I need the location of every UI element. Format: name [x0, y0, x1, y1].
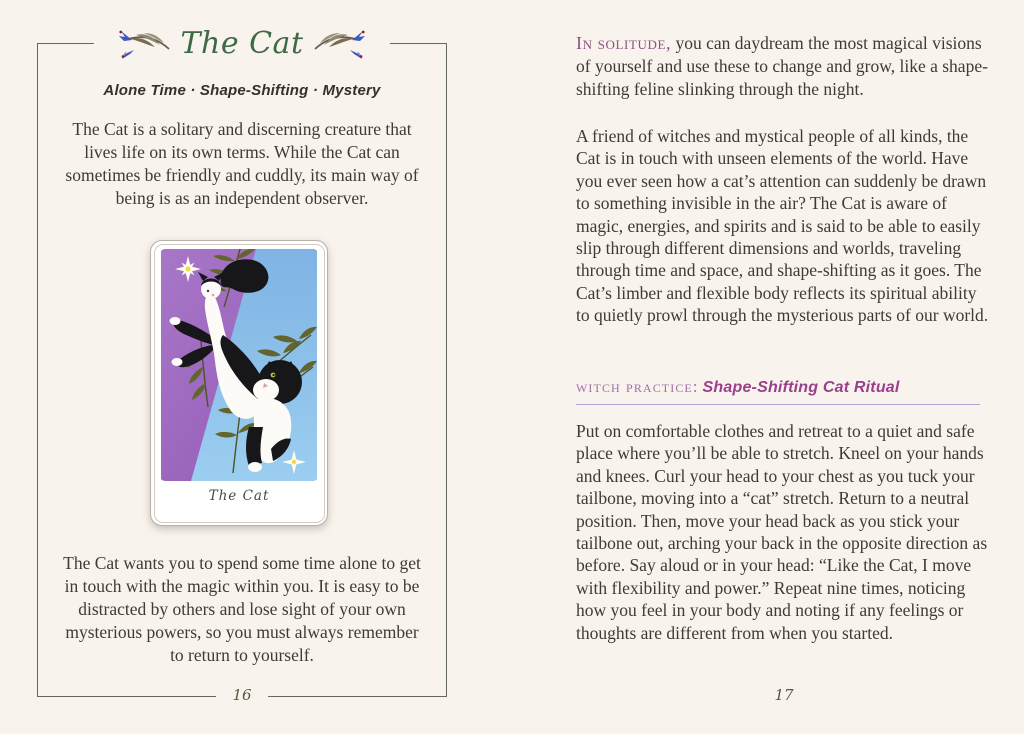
- left-page-message-paragraph: The Cat wants you to spend some time alone to get in touch with the magic within you. It is easy to be distracted by others and lose sight of your own mysterious powers, so you must always remember to return to yourself.: [63, 553, 421, 665]
- left-page-number: 16: [182, 686, 302, 704]
- card-caption: The Cat: [208, 488, 270, 504]
- opening-paragraph-text: you can daydream the most magical visions of yourself and use these to change and grow, like a shape-shifting feline slinking through the night.: [576, 33, 988, 99]
- right-page-body-paragraph: A friend of witches and mystical people of all kinds, the Cat is in touch with unseen elements of the world. Have you ever seen how a cat’s attention can suddenly be drawn to something invisible in the air? The Cat is aware of magic, energies, and spirits and is said to be able to easily slip through different dimensions and worlds, traveling through time and space, and shape-shifting as it goes. The Cat’s limber and flexible body reflects its spiritual ability to quietly prowl through the mysterious parts of our world.: [576, 126, 989, 326]
- keywords-subtitle: Alone Time · Shape-Shifting · Mystery: [103, 82, 381, 99]
- botanical-sprig-icon: [312, 26, 368, 60]
- practice-label: witch practice:: [576, 377, 699, 396]
- lead-in-small-caps: In solitude,: [576, 33, 672, 53]
- page-title: The Cat: [180, 25, 304, 61]
- right-page-number: 17: [724, 686, 844, 704]
- tarot-card: [150, 240, 328, 526]
- cat-card-illustration: [160, 249, 318, 481]
- practice-title: Shape-Shifting Cat Ritual: [702, 379, 900, 396]
- ritual-instructions-paragraph: Put on comfortable clothes and retreat to a quiet and safe place where you’ll be able to stretch. Kneel on your hands and knees. Curl your head to your chest as you tuck your tailbone, moving into a “cat” stretch. Return to a neutral position. Then, move your head back as you stick your tailbone out, arching your back in the opposite direction as before. Say aloud or in your head: “Like the Cat, I move with flexibility and power.” Repeat nine times, noticing how you feel in your body and noting if any feelings or thoughts are different from when you started.: [576, 421, 988, 643]
- right-page-opening-paragraph: [576, 32, 990, 101]
- left-page-title-block: [94, 20, 390, 66]
- botanical-sprig-icon: [116, 26, 172, 60]
- left-page-intro-paragraph: The Cat is a solitary and discerning creature that lives life on its own terms. While the Cat can sometimes be friendly and cuddly, its main way of being is as an independent observer.: [65, 119, 419, 208]
- witch-practice-heading: [576, 377, 980, 405]
